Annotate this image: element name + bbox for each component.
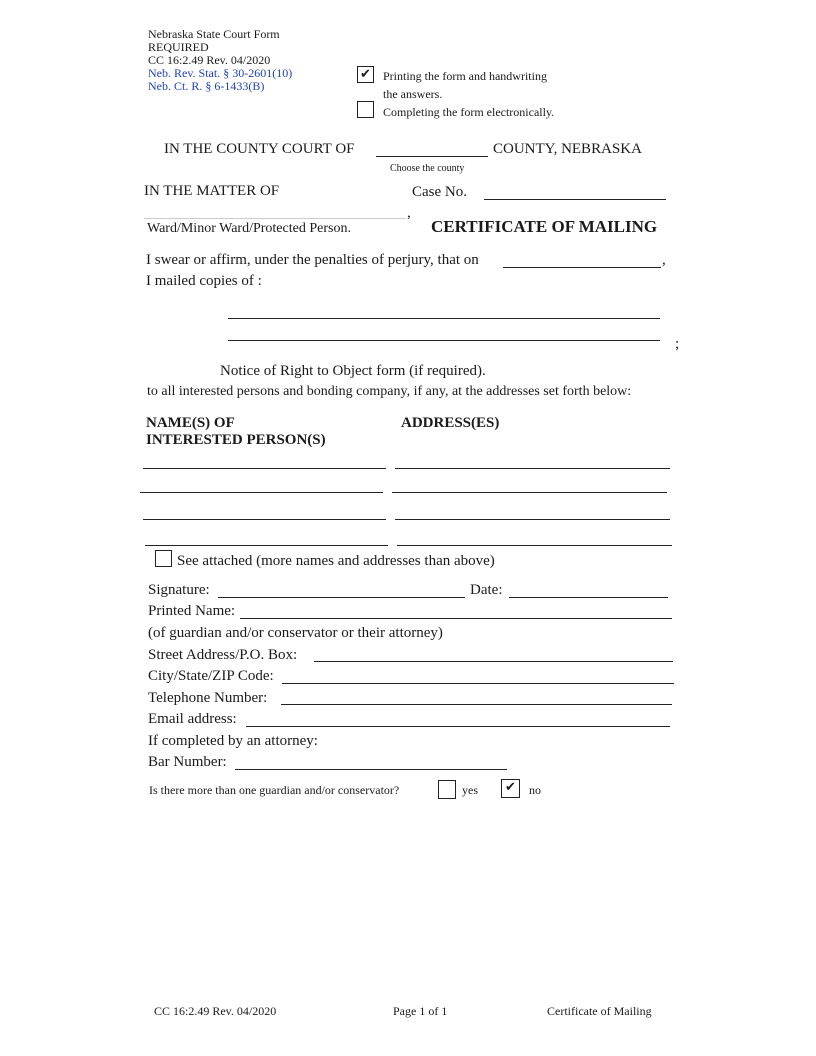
address-field-3[interactable] bbox=[395, 519, 670, 520]
statute-link[interactable]: Neb. Rev. Stat. § 30-2601(10) bbox=[148, 66, 293, 80]
name-field-3[interactable] bbox=[143, 519, 386, 520]
footer-page: Page 1 of 1 bbox=[393, 1004, 448, 1018]
guardian-no-checkbox[interactable]: ✔ bbox=[501, 779, 520, 798]
names-header bbox=[146, 415, 326, 449]
court-rule-link[interactable]: Neb. Ct. R. § 6-1433(B) bbox=[148, 79, 265, 93]
address-field-1[interactable] bbox=[395, 468, 670, 469]
handwrite-label bbox=[383, 70, 547, 101]
perjury-statement: I swear or affirm, under the penalties of perjury, that on bbox=[146, 252, 479, 268]
ward-label: Ward/Minor Ward/Protected Person. bbox=[147, 221, 351, 236]
name-field-2[interactable] bbox=[140, 492, 383, 493]
bar-number-field[interactable] bbox=[235, 769, 507, 770]
city-field[interactable] bbox=[282, 683, 674, 684]
case-number-field[interactable] bbox=[484, 199, 666, 200]
ward-comma: , bbox=[407, 205, 411, 221]
handwrite-label-line2: the answers. bbox=[383, 87, 443, 101]
printed-name-field[interactable] bbox=[240, 618, 672, 619]
mailing-date-field[interactable] bbox=[503, 267, 661, 268]
signature-label: Signature: bbox=[148, 582, 210, 598]
case-number-label: Case No. bbox=[412, 184, 467, 200]
street-field[interactable] bbox=[314, 661, 673, 662]
see-attached-checkbox[interactable] bbox=[155, 550, 172, 567]
document-title: CERTIFICATE OF MAILING bbox=[431, 217, 658, 236]
printed-name-label: Printed Name: bbox=[148, 603, 236, 619]
footer-form-number: CC 16:2.49 Rev. 04/2020 bbox=[154, 1004, 277, 1018]
name-field-1[interactable] bbox=[143, 468, 386, 469]
attorney-note: If completed by an attorney: bbox=[148, 733, 318, 749]
header-line-required: REQUIRED bbox=[148, 40, 209, 54]
see-attached-label: See attached (more names and addresses than above) bbox=[177, 553, 495, 569]
address-field-2[interactable] bbox=[392, 492, 667, 493]
street-label: Street Address/P.O. Box: bbox=[148, 647, 298, 663]
guardian-yes-checkbox[interactable] bbox=[438, 780, 456, 799]
guardian-yes-label: yes bbox=[462, 783, 478, 797]
email-field[interactable] bbox=[246, 726, 670, 727]
handwrite-label-line1: Printing the form and handwriting bbox=[383, 69, 547, 83]
bar-number-label: Bar Number: bbox=[148, 754, 227, 770]
names-header-line2: INTERESTED PERSON(S) bbox=[146, 432, 326, 448]
handwrite-checkbox[interactable]: ✔ bbox=[357, 66, 374, 83]
date-label: Date: bbox=[470, 582, 503, 598]
address-field-4[interactable] bbox=[397, 545, 672, 546]
statement-comma: , bbox=[662, 252, 666, 268]
matter-label: IN THE MATTER OF bbox=[144, 183, 280, 199]
telephone-label: Telephone Number: bbox=[148, 690, 268, 706]
date-field[interactable] bbox=[509, 597, 668, 598]
guardian-note: (of guardian and/or conservator or their attorney) bbox=[148, 625, 443, 641]
email-label: Email address: bbox=[148, 711, 237, 727]
header-line-form-number: CC 16:2.49 Rev. 04/2020 bbox=[148, 53, 271, 67]
to-all-text: to all interested persons and bonding company, if any, at the addresses set forth below: bbox=[147, 384, 632, 399]
telephone-field[interactable] bbox=[281, 704, 672, 705]
notice-text: Notice of Right to Object form (if required). bbox=[220, 363, 486, 379]
electronic-label: Completing the form electronically. bbox=[383, 105, 555, 119]
court-prefix: IN THE COUNTY COURT OF bbox=[164, 141, 355, 157]
county-hint: Choose the county bbox=[390, 163, 465, 174]
mailed-copies-label: I mailed copies of : bbox=[146, 273, 262, 289]
county-field[interactable] bbox=[376, 156, 488, 157]
documents-field-1[interactable] bbox=[228, 318, 660, 319]
footer-title: Certificate of Mailing bbox=[547, 1004, 652, 1018]
header-line-court-form: Nebraska State Court Form bbox=[148, 27, 280, 41]
ward-name-field[interactable] bbox=[144, 218, 406, 219]
documents-semicolon: ; bbox=[675, 336, 680, 352]
court-suffix: COUNTY, NEBRASKA bbox=[493, 141, 642, 157]
form-header bbox=[148, 28, 292, 93]
names-header-line1: NAME(S) OF bbox=[146, 415, 235, 431]
electronic-checkbox[interactable] bbox=[357, 101, 374, 118]
guardian-question: Is there more than one guardian and/or conservator? bbox=[149, 783, 400, 797]
guardian-no-label: no bbox=[529, 783, 541, 797]
city-label: City/State/ZIP Code: bbox=[148, 668, 274, 684]
documents-field-2[interactable] bbox=[228, 340, 660, 341]
signature-field[interactable] bbox=[218, 597, 465, 598]
name-field-4[interactable] bbox=[145, 545, 388, 546]
addresses-header: ADDRESS(ES) bbox=[401, 415, 500, 431]
